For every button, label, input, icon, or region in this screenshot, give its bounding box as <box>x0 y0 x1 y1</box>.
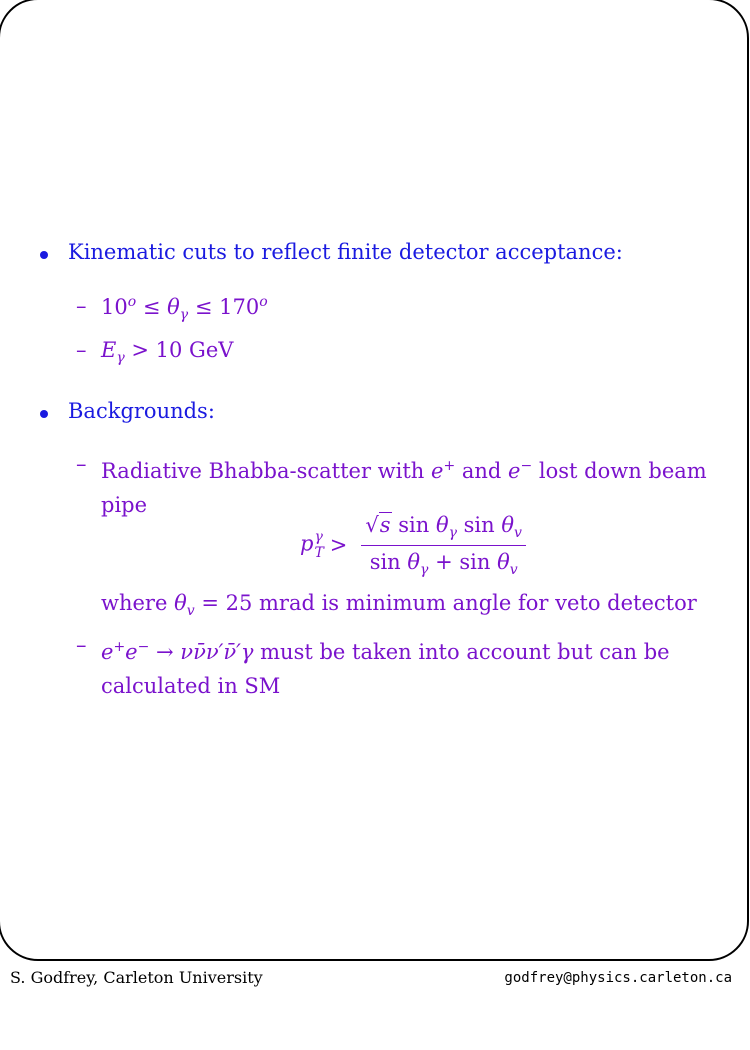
bullet-backgrounds: Backgrounds: <box>68 399 215 423</box>
formula-fraction: $\frac{√s \sin \theta_\gamma \sin \theta_v}{\sin \theta_\gamma + \sin \theta_v}$ <box>361 512 526 578</box>
where-line: where $\theta_v = 25$ mrad is minimum angle for veto detector <box>101 591 697 620</box>
subitem-dash: – <box>76 338 87 362</box>
subitem-bhabba: Radiative Bhabba-scatter with e+ and e− lost down beam pipe <box>101 458 707 517</box>
bullet-kinematic-cuts: Kinematic cuts to reflect finite detector acceptance: <box>68 240 623 264</box>
formula-lhs: p γ T <box>300 529 324 562</box>
subitem-dash: – <box>76 452 87 476</box>
footer-email: godfrey@physics.carleton.ca <box>504 970 732 986</box>
subitem-dash: – <box>76 294 87 318</box>
bullet-dot <box>40 410 48 418</box>
subitem-neutrino-process: e+e− → νν̄ν′ν̄′γ must be taken into account but can be calculated in SM <box>101 639 670 698</box>
subitem-theta-range: $10^o \le \theta_\gamma \le 170^o$ <box>101 294 268 324</box>
subitem-energy-cut: $E_\gamma > 10$ GeV <box>101 338 234 367</box>
footer-author: S. Godfrey, Carleton University <box>10 968 263 987</box>
subitem-dash: – <box>76 633 87 657</box>
veto-formula: p γ T > $\frac{√s \sin \theta_\gamma \sin \theta_v}{\sin \theta_\gamma + \sin \theta_v}$ <box>300 512 526 578</box>
bullet-dot <box>40 251 48 259</box>
